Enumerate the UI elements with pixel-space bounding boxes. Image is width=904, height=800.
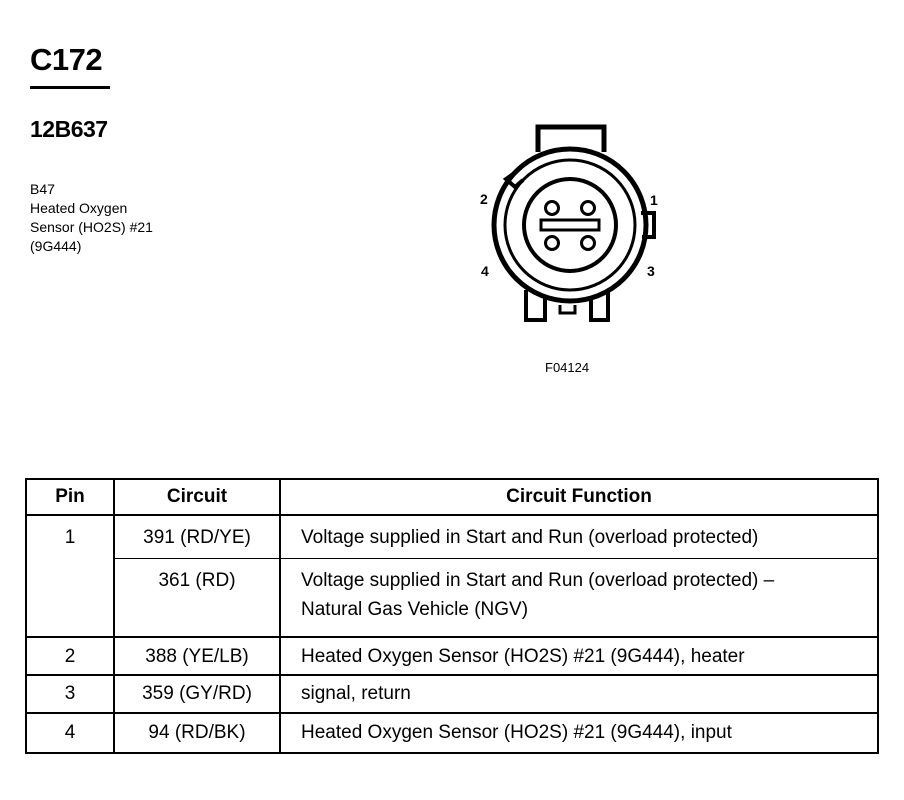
circuit-function: Voltage supplied in Start and Run (overload protected) — [301, 527, 759, 548]
pin-table — [25, 478, 879, 754]
description-line: B47 — [30, 181, 55, 197]
circuit-function: Heated Oxygen Sensor (HO2S) #21 (9G444), heater — [301, 646, 745, 667]
table-row — [26, 637, 878, 675]
description-line: Sensor (HO2S) #21 — [30, 219, 153, 235]
circuit-function: Natural Gas Vehicle (NGV) — [301, 599, 529, 620]
pin-label-2: 2 — [480, 191, 488, 207]
pin-label-1: 1 — [650, 192, 658, 208]
connector-id: C172 — [30, 42, 103, 77]
table-header-row — [26, 479, 878, 515]
table-row — [26, 515, 878, 559]
pin-number: 4 — [64, 722, 76, 743]
pin-label-3: 3 — [647, 263, 655, 279]
table-row — [26, 713, 878, 753]
header-pin: Pin — [26, 479, 114, 515]
part-number: 12B637 — [30, 116, 108, 142]
title-underline — [30, 86, 110, 89]
pin-number: 2 — [64, 646, 76, 667]
header-function: Circuit Function — [280, 479, 878, 515]
table-row — [26, 675, 878, 713]
circuit-id: 361 (RD) — [158, 570, 236, 591]
circuit-id: 359 (GY/RD) — [142, 683, 252, 704]
connector-face-diagram — [470, 115, 690, 335]
header-circuit: Circuit — [114, 479, 280, 515]
pin-number: 1 — [64, 527, 76, 548]
connector-description — [30, 180, 153, 256]
description-line: Heated Oxygen — [30, 200, 128, 216]
description-line: (9G444) — [30, 238, 82, 254]
pin-label-4: 4 — [481, 263, 489, 279]
circuit-function: signal, return — [301, 683, 411, 704]
circuit-id: 388 (YE/LB) — [145, 646, 249, 667]
pin-number: 3 — [64, 683, 76, 704]
table-row — [26, 559, 878, 638]
circuit-id: 94 (RD/BK) — [148, 722, 246, 743]
circuit-function: Heated Oxygen Sensor (HO2S) #21 (9G444), input — [301, 722, 732, 743]
circuit-function: Voltage supplied in Start and Run (overload protected) – — [301, 570, 775, 591]
circuit-id: 391 (RD/YE) — [143, 527, 251, 548]
figure-id: F04124 — [545, 360, 590, 375]
